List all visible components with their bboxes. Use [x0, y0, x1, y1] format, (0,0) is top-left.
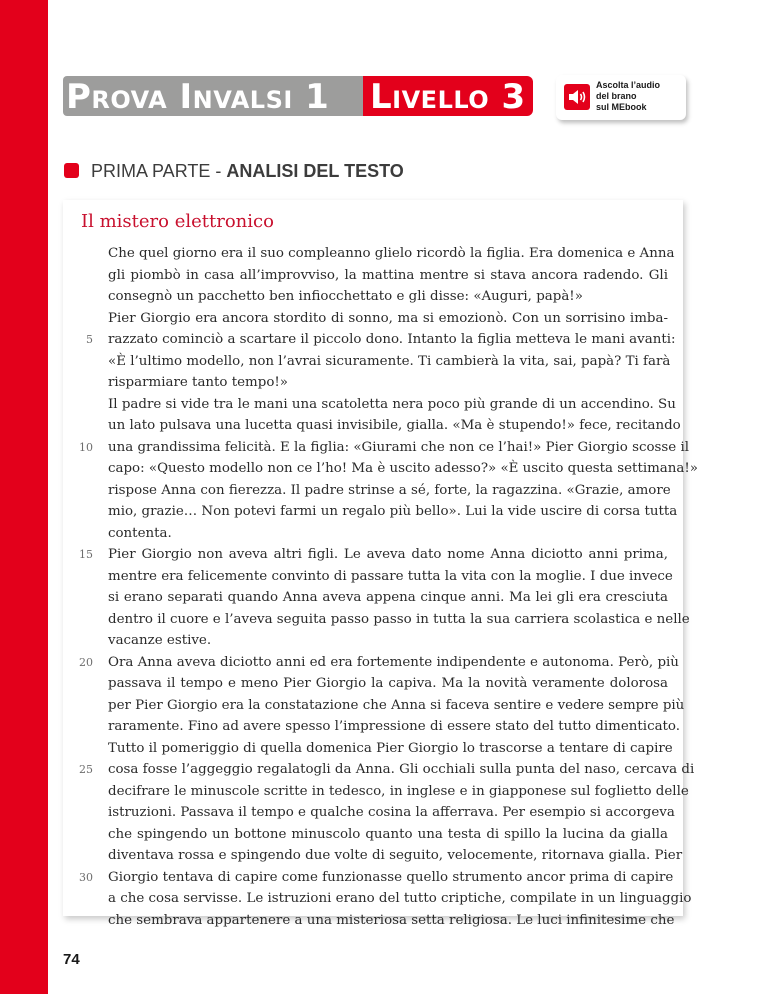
text-line — [63, 587, 683, 609]
text-line — [63, 759, 695, 781]
section-subject: ANALISI DEL TESTO — [226, 161, 404, 181]
line-text: Pier Giorgio era ancora stordito di sonno, ma si emozionò. Con un sorrisino imba- — [108, 310, 668, 326]
text-line — [63, 738, 683, 760]
text-line — [63, 329, 683, 351]
text-line — [63, 888, 692, 910]
text-line — [63, 501, 683, 523]
text-line — [63, 802, 683, 824]
text-line — [63, 867, 683, 889]
text-line — [63, 910, 683, 932]
line-text: razzato cominciò a scartare il piccolo dono. Intanto la figlia metteva le mani avanti: — [108, 332, 676, 347]
text-line — [63, 394, 683, 416]
line-text: consegnò un pacchetto ben infiocchettato e gli disse: «Auguri, papà!» — [108, 289, 583, 304]
text-body — [63, 243, 698, 931]
text-line — [63, 523, 683, 545]
section-separator: - — [215, 161, 222, 181]
line-text: dentro il cuore e l’aveva seguita passo passo in tutta la sua carriera scolastica e nelle — [108, 611, 690, 627]
line-text: Tutto il pomeriggio di quella domenica Pier Giorgio lo trascorse a tentare di capire — [108, 740, 673, 756]
audio-mebook-button[interactable] — [556, 75, 686, 120]
line-text: capo: «Questo modello non ce l’ho! Ma è uscito adesso?» «È uscito questa settimana!» — [108, 461, 698, 476]
header-livello-label: Livello 3 — [370, 77, 526, 117]
section-heading — [91, 159, 404, 183]
line-text: contenta. — [108, 525, 172, 541]
line-text: a che cosa servisse. Le istruzioni erano del tutto criptiche, compilate in un linguaggio — [108, 891, 692, 906]
line-text: per Pier Giorgio era la constatazione che Anna si faceva sentire e vedere sempre più — [108, 697, 685, 713]
line-text: gli piombò in casa all’improvviso, la mattina mentre si stava ancora radendo. Gli — [108, 267, 668, 283]
line-text: rispose Anna con fierezza. Il padre strinse a sé, forte, la ragazzina. «Grazie, amore — [108, 482, 671, 498]
text-line — [63, 286, 683, 308]
text-line — [63, 781, 689, 803]
line-text: Ora Anna aveva diciotto anni ed era fortemente indipendente e autonoma. Però, più — [108, 654, 679, 670]
section-part: PRIMA PARTE — [91, 161, 211, 181]
line-text: Pier Giorgio non aveva altri figli. Le aveva dato nome Anna diciotto anni prima, — [108, 547, 668, 562]
line-text: che sembrava appartenere a una misteriosa setta religiosa. Le luci infinitesime che — [108, 912, 675, 928]
text-line — [63, 243, 683, 265]
text-line — [63, 824, 683, 846]
text-line — [63, 308, 683, 330]
line-text: mentre era felicemente convinto di passare tutta la vita con la moglie. I due invece — [108, 568, 673, 584]
line-text: Che quel giorno era il suo compleanno glielo ricordò la figlia. Era domenica e Anna — [108, 246, 675, 261]
line-number: 30 — [79, 870, 93, 884]
line-text: decifrare le minuscole scritte in tedesco, in inglese e in giapponese sul foglietto delle — [108, 783, 689, 799]
line-text: cosa fosse l’aggeggio regalatogli da Anna. Gli occhiali sulla punta del naso, cercava di — [108, 762, 695, 777]
line-text: diventava rossa e spingendo due volte di seguito, velocemente, ritornava gialla. Pier — [108, 848, 683, 863]
text-card — [63, 200, 698, 928]
text-line — [63, 372, 683, 394]
text-line — [63, 673, 683, 695]
line-number: 10 — [79, 440, 93, 454]
text-line — [63, 437, 690, 459]
text-line — [63, 458, 698, 480]
line-text: risparmiare tanto tempo!» — [108, 375, 288, 390]
line-number: 5 — [86, 333, 93, 346]
text-line — [63, 845, 683, 867]
line-text: «È l’ultimo modello, non l’avrai sicuramente. Ti cambierà la vita, sai, papà? Ti farà — [108, 353, 671, 369]
line-text: un lato pulsava una lucetta quasi invisibile, gialla. «Ma è stupendo!» fece, recitando — [108, 418, 681, 433]
line-text: Giorgio tentava di capire come funzionasse quello strumento ancor prima di capire — [108, 869, 674, 885]
section-bullet — [64, 163, 79, 178]
line-text: raramente. Fino ad avere spesso l’impressione di essere stato del tutto dimenticato. — [108, 719, 681, 734]
line-text: si erano separati quando Anna aveva appena cinque anni. Ma lei gli era cresciuta — [108, 590, 668, 605]
text-line — [63, 609, 690, 631]
line-number: 25 — [79, 763, 93, 776]
line-text: mio, grazie… Non potevi farmi un regalo più bello». Lui la vide uscire di corsa tutta — [108, 504, 678, 519]
header-prova-label: Prova Invalsi 1 — [66, 77, 330, 117]
text-line — [63, 566, 683, 588]
line-number: 20 — [79, 655, 93, 669]
line-text: che spingendo un bottone minuscolo quanto una testa di spillo la lucina da gialla — [108, 826, 668, 842]
text-line — [63, 630, 683, 652]
text-line — [63, 652, 683, 674]
text-line — [63, 544, 683, 566]
text-line — [63, 415, 683, 437]
text-line — [63, 716, 683, 738]
text-line — [63, 265, 683, 287]
audio-label: Ascolta l’audio del brano sul MEbook — [596, 80, 661, 112]
line-number: 15 — [79, 548, 93, 561]
page-number: 74 — [63, 951, 80, 968]
line-text: vacanze estive. — [108, 633, 212, 648]
line-text: istruzioni. Passava il tempo e qualche cosina la afferrava. Per esempio si accorgeva — [108, 805, 675, 820]
text-line — [63, 351, 683, 373]
text-title: Il mistero elettronico — [81, 211, 274, 232]
line-text: una grandissima felicità. E la figlia: «Giurami che non ce l’hai!» Pier Giorgio scosse il — [108, 439, 690, 455]
red-margin-strip — [0, 0, 48, 994]
line-text: passava il tempo e meno Pier Giorgio la capiva. Ma la novità veramente dolorosa — [108, 676, 668, 691]
line-text: Il padre si vide tra le mani una scatoletta nera poco più grande di un accendino. Su — [108, 396, 676, 412]
text-line — [63, 480, 683, 502]
text-line — [63, 695, 683, 717]
speaker-icon — [564, 84, 590, 110]
